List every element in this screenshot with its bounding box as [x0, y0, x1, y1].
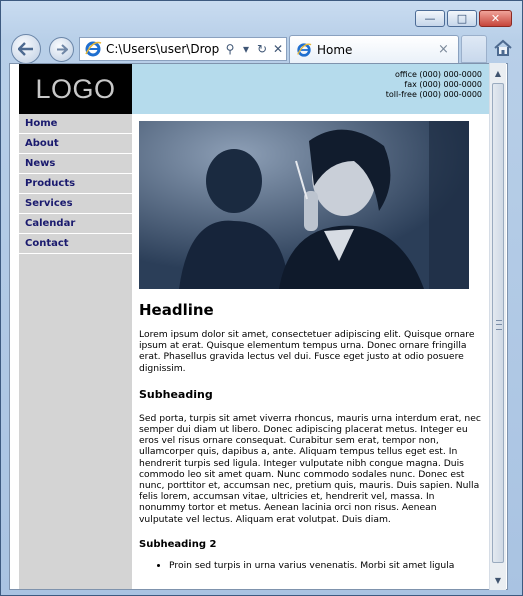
search-icon[interactable]: ⚲ [225, 42, 235, 56]
logo[interactable] [19, 64, 132, 114]
home-icon[interactable] [492, 37, 514, 59]
nav-item-about[interactable]: About [19, 134, 132, 154]
maximize-icon: □ [456, 12, 468, 25]
caption-buttons [415, 10, 512, 27]
bullet-list [139, 560, 481, 571]
address-bar[interactable] [79, 37, 287, 61]
nav-item-home[interactable]: Home [19, 114, 132, 134]
headline: Headline [139, 301, 214, 319]
navigation-bar [9, 33, 514, 63]
scroll-up-icon[interactable]: ▲ [494, 68, 502, 78]
forward-button[interactable] [49, 37, 74, 62]
body-paragraph: Sed porta, turpis sit amet viverra rhoncus, mauris urna interdum erat, nec semper dui diam ut libero. Donec adipiscing placerat metus. Integer eu eros vel risus ornare consequat. Curabitur sem erat, tempor non, ullamcorper quis, dapibus a, ante. Aliquam tempus tellus eget est. In hendrerit turpis sed ligula. Integer vulputate nibh congue magna. Duis commodo leo sit amet quam. Nunc commodo sodales nunc. Donec est nunc, porttitor et, accumsan nec, pretium quis, mauris. Duis sapien. Nulla felis lorem, accumsan vitae, ultricies et, hendrerit vel, massa. In nonummy tortor et metus. Aenean lacinia orci non risus. Aenean vulputate vel lectus. Aliquam erat volutpat. Duis diam. [139, 412, 481, 525]
tab-title: Home [317, 42, 353, 57]
nav-item-products[interactable]: Products [19, 174, 132, 194]
arrow-right-icon [56, 44, 68, 55]
fax-number: fax (000) 000-0000 [404, 80, 482, 89]
scroll-thumb[interactable] [492, 83, 504, 563]
hero-image [139, 121, 469, 289]
nav-item-calendar[interactable]: Calendar [19, 214, 132, 234]
arrow-left-icon [18, 42, 34, 56]
maximize-button[interactable] [447, 10, 477, 27]
nav-item-services[interactable]: Services [19, 194, 132, 214]
subheading-2: Subheading 2 [139, 538, 217, 550]
page-viewport [9, 63, 508, 590]
sidebar-nav [19, 114, 132, 589]
contact-info [386, 70, 482, 100]
stop-icon[interactable]: ✕ [272, 42, 284, 56]
tollfree-phone: toll-free (000) 000-0000 [385, 90, 482, 99]
new-tab-button[interactable] [461, 35, 487, 63]
grip-icon [496, 320, 502, 330]
intro-paragraph: Lorem ipsum dolor sit amet, consectetuer adipiscing elit. Quisque ornare ipsum at erat. Quisque elementum tempus urna. Donec ornare fringilla erat. Phasellus gravida lectus vel dui. Fusce eget justo at odio posuere dignissim. [139, 329, 475, 374]
page-header [132, 64, 490, 114]
dropdown-icon[interactable]: ▾ [242, 42, 250, 56]
office-phone: office (000) 000-0000 [394, 70, 482, 79]
minimize-button[interactable] [415, 10, 445, 27]
nav-item-news[interactable]: News [19, 154, 132, 174]
close-icon: ✕ [490, 12, 501, 25]
refresh-icon[interactable]: ↻ [256, 42, 268, 56]
nav-item-contact[interactable]: Contact [19, 234, 132, 254]
web-page [10, 64, 490, 589]
close-window-button[interactable] [479, 10, 512, 27]
minimize-icon: — [424, 12, 436, 25]
ie-favicon-icon [84, 40, 102, 58]
tab-close-icon[interactable]: × [438, 42, 449, 57]
back-button[interactable] [11, 34, 41, 64]
list-item: • Proin sed turpis in urna varius venenatis. Morbi sit amet ligula [169, 560, 481, 571]
subheading: Subheading [139, 387, 213, 401]
address-url: C:\Users\user\Drop [106, 42, 220, 56]
logo-text: LOGO [35, 73, 116, 104]
ie-tab-icon [296, 42, 312, 58]
scroll-down-icon[interactable]: ▼ [494, 575, 502, 585]
tab-home[interactable] [289, 35, 459, 63]
vertical-scrollbar[interactable] [489, 63, 506, 590]
main-content [139, 121, 481, 571]
